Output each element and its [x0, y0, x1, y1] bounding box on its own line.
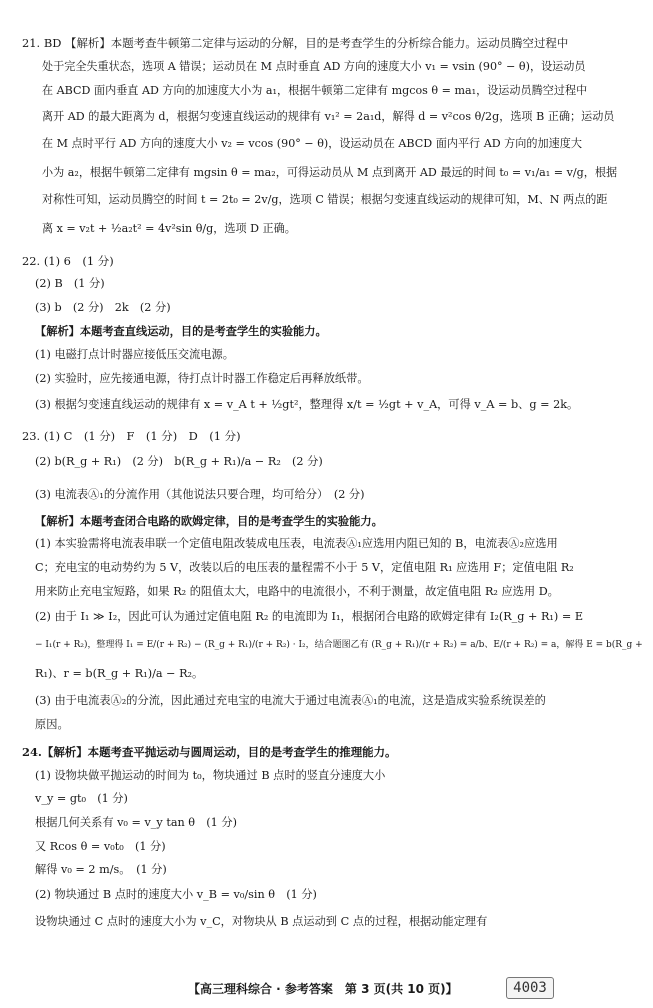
text-line: 对称性可知，运动员腾空的时间 t = 2t₀ = 2v/g，选项 C 错误；根据匀变速直线运动的规律可知，M、N 两点的距 — [42, 193, 608, 206]
text-line: (3) 根据匀变速直线运动的规律有 x = v_A t + ½gt²，整理得 x/t = ½gt + v_A，可得 v_A = b、g = 2k。 — [35, 398, 579, 411]
text-line: 24.【解析】本题考查平抛运动与圆周运动，目的是考查学生的推理能力。 — [22, 745, 397, 759]
text-line: 又 Rcos θ = v₀t₀ (1 分) — [35, 840, 166, 853]
text-line: (2) 由于 I₁ ≫ I₂，因此可认为通过定值电阻 R₂ 的电流即为 I₁，根据闭合电路的欧姆定律有 I₂(R_g + R₁) = E — [35, 610, 584, 623]
page-footer — [0, 976, 653, 1000]
text-line: 21. BD 【解析】本题考查牛顿第二定律与运动的分解，目的是考查学生的分析综合能力。运动员腾空过程中 — [22, 36, 569, 50]
text-line: 设物块通过 C 点时的速度大小为 v_C，对物块从 B 点运动到 C 点的过程，根据动能定理有 — [35, 915, 488, 928]
text-line: 解得 v₀ = 2 m/s。 (1 分) — [35, 863, 167, 876]
text-line: (3) 电流表Ⓐ₁的分流作用（其他说法只要合理，均可给分） (2 分) — [35, 488, 365, 501]
text-line: (2) b(R_g + R₁) (2 分) b(R_g + R₁)/a − R₂ (2 分) — [35, 455, 323, 468]
text-line: 【解析】本题考查直线运动，目的是考查学生的实验能力。 — [35, 324, 327, 338]
text-line: 用来防止充电宝短路，如果 R₂ 的阻值太大，电路中的电流很小，不利于测量，故定值电阻 R₂ 应选用 D。 — [35, 585, 559, 598]
text-line: v_y = gt₀ (1 分) — [35, 792, 128, 805]
text-line: 处于完全失重状态，选项 A 错误；运动员在 M 点时垂直 AD 方向的速度大小 v₁ = vsin (90° − θ)，设运动员 — [42, 60, 586, 73]
text-line: (1) 设物块做平抛运动的时间为 t₀，物块通过 B 点时的竖直分速度大小 — [35, 769, 386, 782]
text-line: 23. (1) C (1 分) F (1 分) D (1 分) — [22, 429, 241, 443]
text-line: 【解析】本题考查闭合电路的欧姆定律，目的是考查学生的实验能力。 — [35, 514, 383, 528]
text-line: (3) b (2 分) 2k (2 分) — [35, 301, 171, 314]
text-line: (2) 实验时，应先接通电源，待打点计时器工作稳定后再释放纸带。 — [35, 372, 369, 385]
text-line: 原因。 — [35, 718, 69, 731]
text-line: (1) 本实验需将电流表串联一个定值电阻改装成电压表，电流表Ⓐ₁应选用内阻已知的 B，电流表Ⓐ₂应选用 — [35, 537, 558, 550]
text-line: 离开 AD 的最大距离为 d，根据匀变速直线运动的规律有 v₁² = 2a₁d，解得 d = v²cos θ/2g，选项 B 正确；运动员 — [42, 110, 615, 123]
text-line: (2) B (1 分) — [35, 277, 105, 290]
text-line: (2) 物块通过 B 点时的速度大小 v_B = v₀/sin θ (1 分) — [35, 888, 317, 901]
text-line: 22. (1) 6 (1 分) — [22, 254, 114, 268]
text-line: (1) 电磁打点计时器应接低压交流电源。 — [35, 348, 234, 361]
code-stamp: 4003 — [506, 977, 554, 999]
footer-text: 【高三理科综合 · 参考答案 第 3 页(共 10 页)】 — [188, 982, 458, 996]
text-line: − I₁(r + R₂)，整理得 I₁ = E/(r + R₂) − (R_g + R₁)/(r + R₂) · I₂，结合题图乙有 (R_g + R₁)/(r + R₂) = a/b、E/(r + R₂) = a，解得 E = b(R_g + — [35, 640, 643, 650]
text-line: R₁)、r = b(R_g + R₁)/a − R₂。 — [35, 667, 204, 680]
text-line: 离 x = v₂t + ½a₂t² = 4v²sin θ/g，选项 D 正确。 — [42, 222, 296, 235]
text-line: (3) 由于电流表Ⓐ₂的分流，因此通过充电宝的电流大于通过电流表Ⓐ₁的电流，这是造成实验系统误差的 — [35, 694, 546, 707]
text-line: 在 ABCD 面内垂直 AD 方向的加速度大小为 a₁，根据牛顿第二定律有 mgcos θ = ma₁，设运动员腾空过程中 — [42, 84, 588, 97]
text-line: C；充电宝的电动势约为 5 V，改装以后的电压表的量程需不小于 5 V，定值电阻 R₁ 应选用 F；定值电阻 R₂ — [35, 561, 574, 574]
text-line: 小为 a₂，根据牛顿第二定律有 mgsin θ = ma₂，可得运动员从 M 点到离开 AD 最远的时间 t₀ = v₁/a₁ = v/g，根据 — [42, 166, 618, 179]
text-line: 在 M 点时平行 AD 方向的速度大小 v₂ = vcos (90° − θ)，设运动员在 ABCD 面内平行 AD 方向的加速度大 — [42, 137, 582, 150]
text-line: 根据几何关系有 v₀ = v_y tan θ (1 分) — [35, 816, 237, 829]
